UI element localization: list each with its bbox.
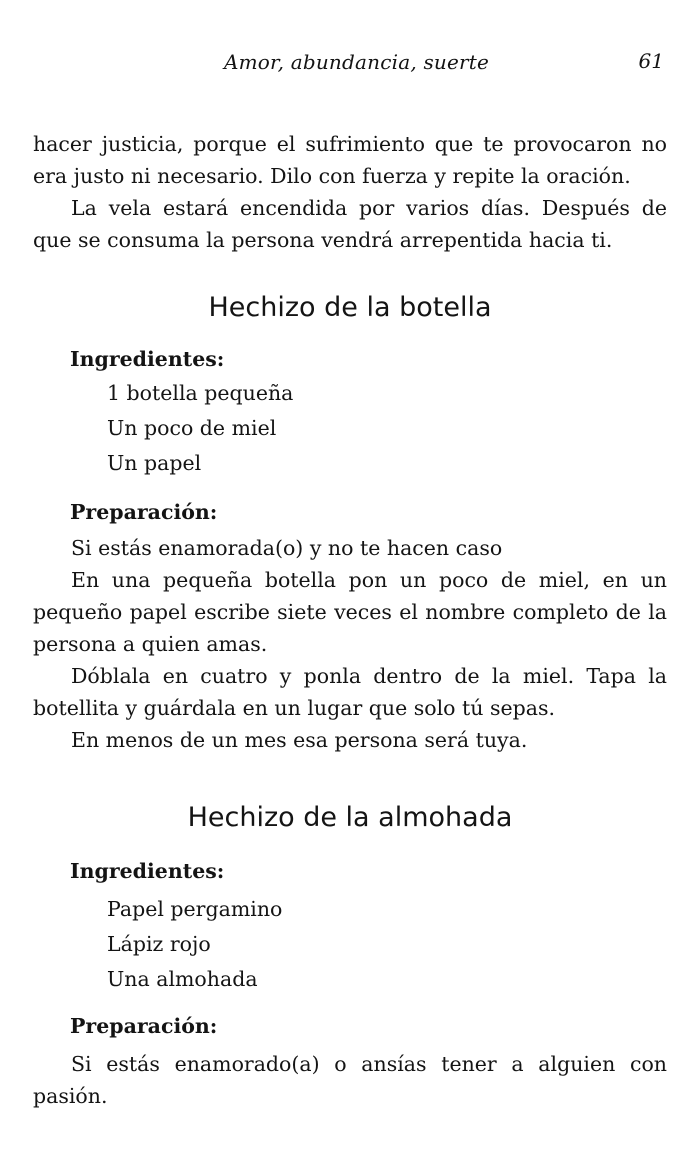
preparation-paragraph: Dóblala en cuatro y ponla dentro de la miel. Tapa la botellita y guárdala en un lugar que solo tú sepas.	[33, 664, 667, 720]
section-title-pillow-spell: Hechizo de la almohada	[187, 802, 513, 833]
list-item: Papel pergamino	[107, 897, 283, 921]
preparation-label-2: Preparación:	[70, 1014, 218, 1038]
preparation-paragraph: Si estás enamorado(a) o ansías tener a alguien con pasión.	[33, 1052, 667, 1108]
preparation-paragraph: Si estás enamorada(o) y no te hacen caso	[71, 536, 503, 560]
intro-paragraph-1: hacer justicia, porque el sufrimiento que te provocaron no era justo ni necesario. Dilo con fuerza y repite la oración.	[33, 132, 667, 188]
list-item: Un papel	[107, 451, 202, 475]
ingredients-list-1	[107, 376, 293, 481]
running-head-title: Amor, abundancia, suerte	[224, 50, 490, 74]
ingredients-list-2	[107, 892, 282, 997]
page-number: 61	[638, 49, 664, 73]
list-item: Un poco de miel	[107, 416, 277, 440]
preparation-label-1: Preparación:	[70, 500, 218, 524]
ingredients-label-1: Ingredientes:	[70, 347, 225, 371]
intro-paragraph-2: La vela estará encendida por varios días. Después de que se consuma la persona vendrá arrepentida hacia ti.	[33, 196, 667, 252]
preparation-text-1	[33, 532, 667, 756]
list-item: Lápiz rojo	[107, 932, 211, 956]
ingredients-label-2: Ingredientes:	[70, 859, 225, 883]
preparation-paragraph: En menos de un mes esa persona será tuya.	[71, 728, 528, 752]
section-title-bottle-spell: Hechizo de la botella	[208, 292, 492, 323]
list-item: 1 botella pequeña	[107, 381, 294, 405]
preparation-paragraph: En una pequeña botella pon un poco de miel, en un pequeño papel escribe siete veces el nombre completo de la persona a quien amas.	[33, 568, 667, 656]
intro-text	[33, 128, 667, 256]
preparation-text-2	[33, 1048, 667, 1112]
list-item: Una almohada	[107, 967, 258, 991]
